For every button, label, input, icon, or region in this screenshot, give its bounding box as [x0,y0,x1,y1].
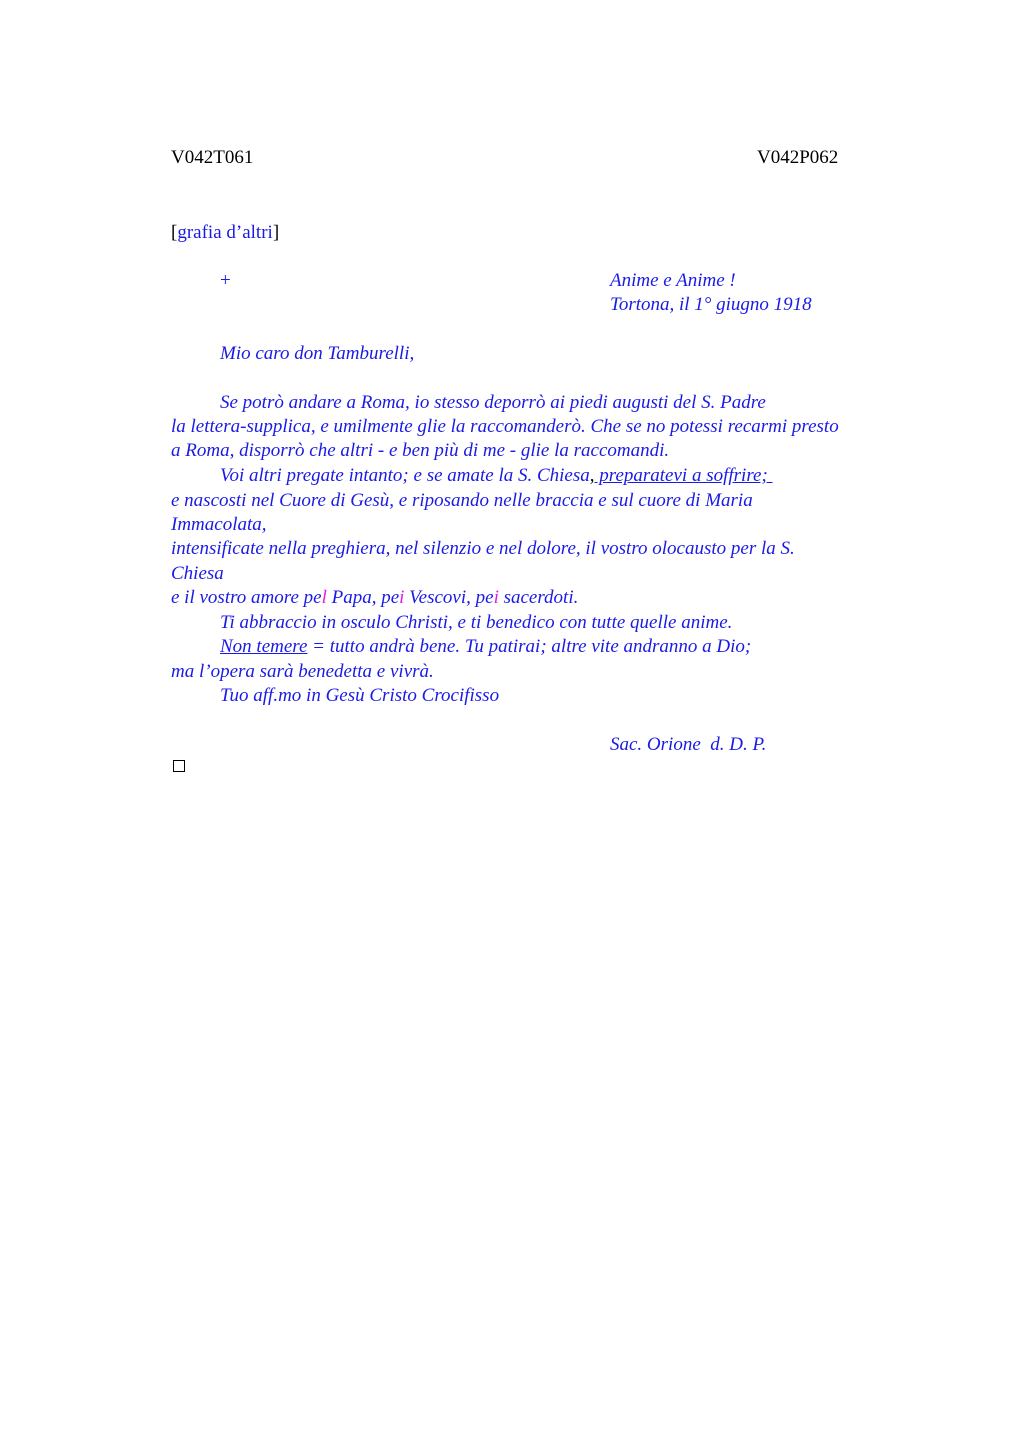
body-line: intensificate nella preghiera, nel silenzio e nel dolore, il vostro olocausto per la S. [171,538,795,559]
body-text: Vescovi, pe [404,587,494,608]
signature: Sac. Orione d. D. P. [610,734,767,755]
note-open-bracket: [ [171,222,178,243]
correction-letter: i [399,587,405,608]
body-line: Se potrò andare a Roma, io stesso deporrò ai piedi augusti del S. Padre [220,392,766,413]
end-marker-box-icon [173,760,185,772]
body-line: Ti abbraccio in osculo Christi, e ti benedico con tutte quelle anime. [220,612,733,633]
body-text: = tutto andrà bene. Tu patirai; altre vite andranno a Dio; [307,636,752,657]
body-text: Papa, pe [326,587,400,608]
body-text: sacerdoti. [498,587,579,608]
salutation: Mio caro don Tamburelli, [220,343,415,364]
heading-place-date: Tortona, il 1° giugno 1918 [610,294,812,315]
editorial-note [171,221,279,245]
body-line: Immacolata, [171,514,267,535]
document-code-left: V042T061 [171,147,254,168]
body-line [220,635,751,659]
note-text: grafia d’altri [177,222,273,243]
body-text: e il vostro amore pe [171,587,322,608]
underlined-text: preparatevi a soffrire; [594,465,773,486]
closing-line: Tuo aff.mo in Gesù Cristo Crocifisso [220,685,500,706]
correction-letter: l [321,587,327,608]
body-line [171,586,578,610]
underlined-text: Non temere [220,636,308,657]
body-line: a Roma, disporrò che altri - e ben più di me - glie la raccomandi. [171,440,670,461]
document-code-right: V042P062 [757,147,839,168]
body-line: ma l’opera sarà benedetta e vivrà. [171,661,434,682]
body-line: Chiesa [171,563,224,584]
body-text: Voi altri pregate intanto; e se amate la S. Chiesa [220,465,590,486]
correction-letter: i [493,587,499,608]
note-close-bracket: ] [272,222,280,243]
body-line [220,464,773,488]
body-line: la lettera-supplica, e umilmente glie la raccomanderò. Che se no potessi recarmi presto [171,416,839,437]
cross-symbol: + [220,270,231,291]
inserted-comma: , [589,465,595,486]
heading-motto: Anime e Anime ! [610,270,736,291]
body-line: e nascosti nel Cuore di Gesù, e riposando nelle braccia e sul cuore di Maria [171,490,753,511]
